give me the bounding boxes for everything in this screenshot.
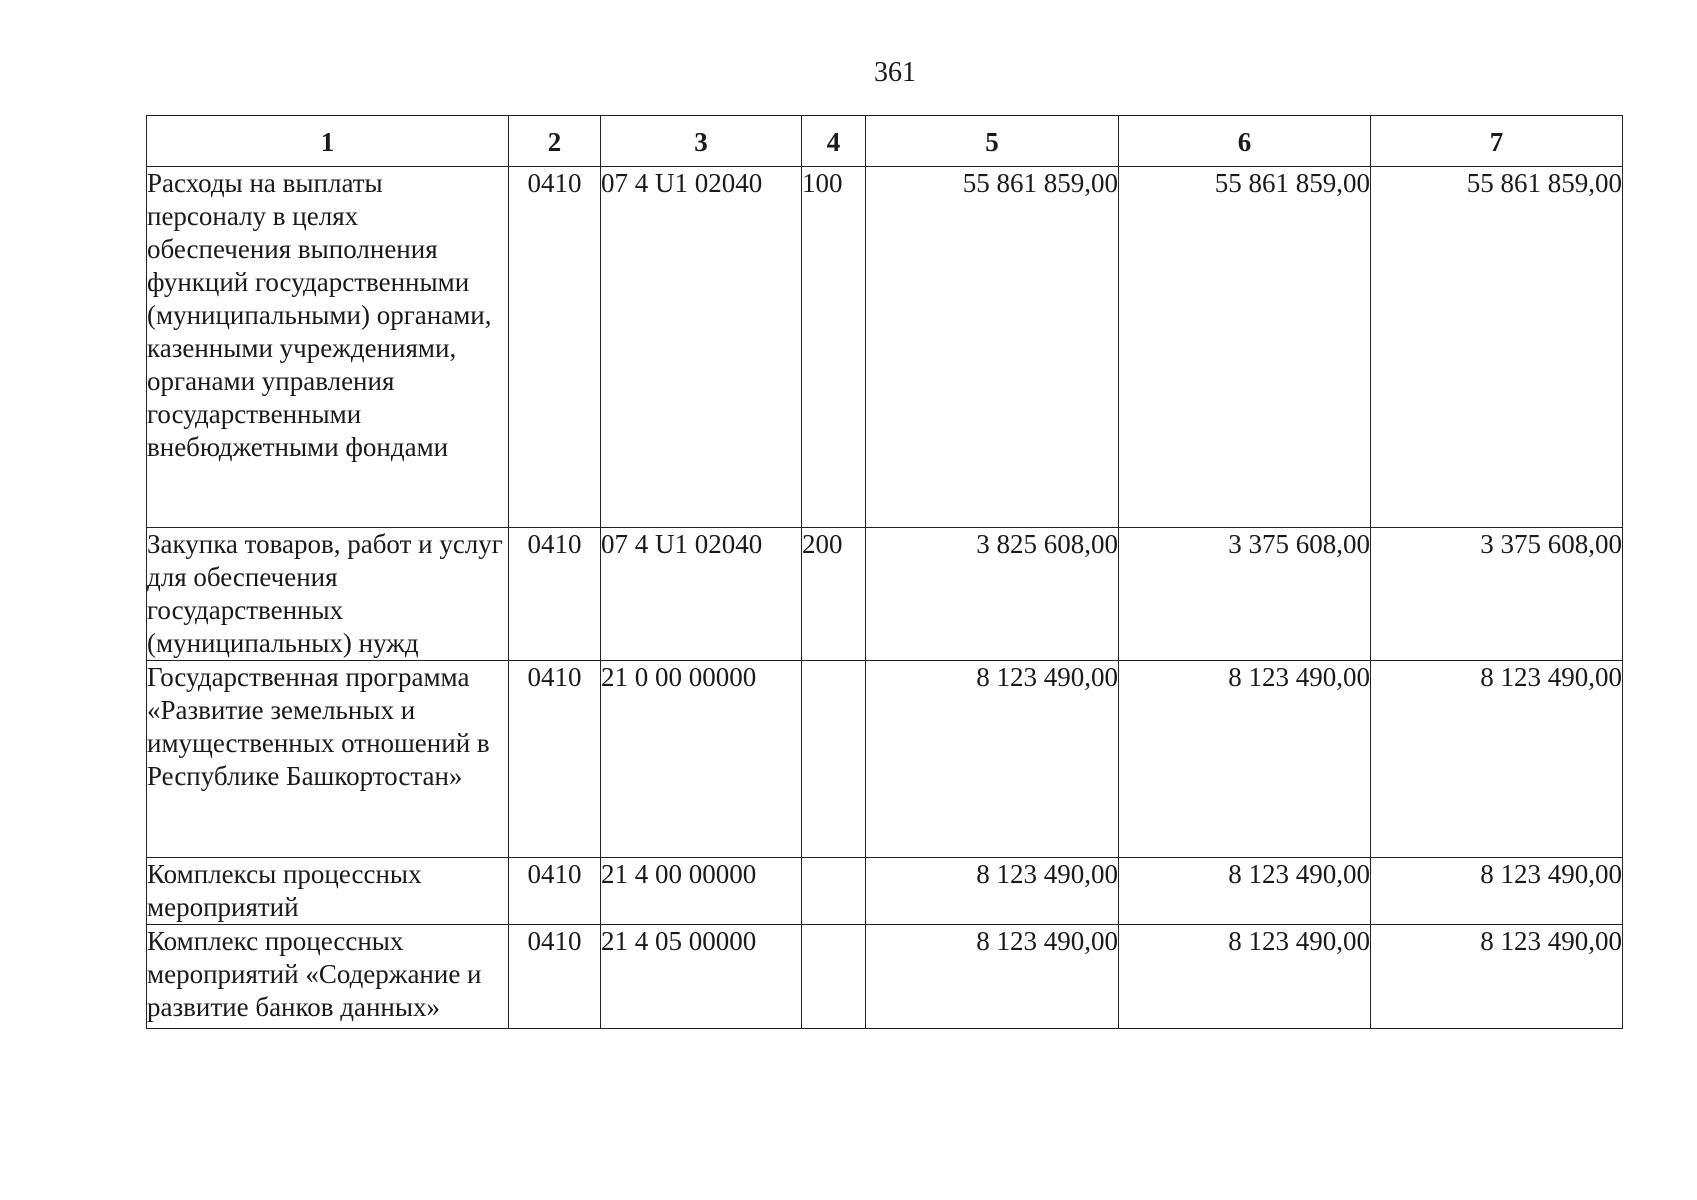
table-row — [147, 528, 1623, 661]
row-name-cell: Комплексы процессных мероприятий — [147, 858, 509, 925]
section-cell: 0410 — [509, 925, 601, 1029]
section-cell: 0410 — [509, 858, 601, 925]
table-row — [147, 661, 1623, 858]
sum-col5-cell: 8 123 490,00 — [866, 858, 1119, 925]
row-name-cell: Комплекс процессных мероприятий «Содержание и развитие банков данных» — [147, 925, 509, 1029]
sum-col7-cell: 8 123 490,00 — [1371, 661, 1623, 858]
section-cell: 0410 — [509, 167, 601, 528]
header-cell-2: 2 — [509, 116, 601, 167]
header-cell-7: 7 — [1371, 116, 1623, 167]
target-article-cell: 07 4 U1 02040 — [601, 528, 802, 661]
section-cell: 0410 — [509, 661, 601, 858]
header-cell-5: 5 — [866, 116, 1119, 167]
sum-col7-cell: 3 375 608,00 — [1371, 528, 1623, 661]
table-header — [147, 116, 1623, 167]
header-row — [147, 116, 1623, 167]
expense-type-cell — [802, 925, 866, 1029]
table-body — [147, 167, 1623, 1029]
row-name-cell: Государственная программа «Развитие земельных и имущественных отношений в Республике Башкортостан» — [147, 661, 509, 858]
sum-col6-cell: 8 123 490,00 — [1119, 858, 1371, 925]
page-number: 361 — [874, 57, 916, 88]
header-cell-1: 1 — [147, 116, 509, 167]
header-cell-4: 4 — [802, 116, 866, 167]
expense-type-cell: 100 — [802, 167, 866, 528]
target-article-cell: 21 4 00 00000 — [601, 858, 802, 925]
sum-col6-cell: 3 375 608,00 — [1119, 528, 1371, 661]
sum-col6-cell: 55 861 859,00 — [1119, 167, 1371, 528]
expense-type-cell — [802, 858, 866, 925]
budget-table — [146, 115, 1623, 1029]
header-cell-3: 3 — [601, 116, 802, 167]
sum-col6-cell: 8 123 490,00 — [1119, 661, 1371, 858]
target-article-cell: 21 0 00 00000 — [601, 661, 802, 858]
sum-col5-cell: 55 861 859,00 — [866, 167, 1119, 528]
sum-col7-cell: 8 123 490,00 — [1371, 858, 1623, 925]
table-row — [147, 858, 1623, 925]
target-article-cell: 21 4 05 00000 — [601, 925, 802, 1029]
sum-col5-cell: 8 123 490,00 — [866, 925, 1119, 1029]
table-row — [147, 167, 1623, 528]
expense-type-cell — [802, 661, 866, 858]
section-cell: 0410 — [509, 528, 601, 661]
expense-type-cell: 200 — [802, 528, 866, 661]
sum-col7-cell: 55 861 859,00 — [1371, 167, 1623, 528]
sum-col5-cell: 3 825 608,00 — [866, 528, 1119, 661]
header-cell-6: 6 — [1119, 116, 1371, 167]
sum-col6-cell: 8 123 490,00 — [1119, 925, 1371, 1029]
row-name-cell: Закупка товаров, работ и услуг для обеспечения государственных (муниципальных) нужд — [147, 528, 509, 661]
sum-col5-cell: 8 123 490,00 — [866, 661, 1119, 858]
target-article-cell: 07 4 U1 02040 — [601, 167, 802, 528]
sum-col7-cell: 8 123 490,00 — [1371, 925, 1623, 1029]
table-row — [147, 925, 1623, 1029]
row-name-cell: Расходы на выплаты персоналу в целях обеспечения выполнения функций государственными (муниципальными) органами, казенными учреждениями, органами управления государственными внебюджетными фондами — [147, 167, 509, 528]
